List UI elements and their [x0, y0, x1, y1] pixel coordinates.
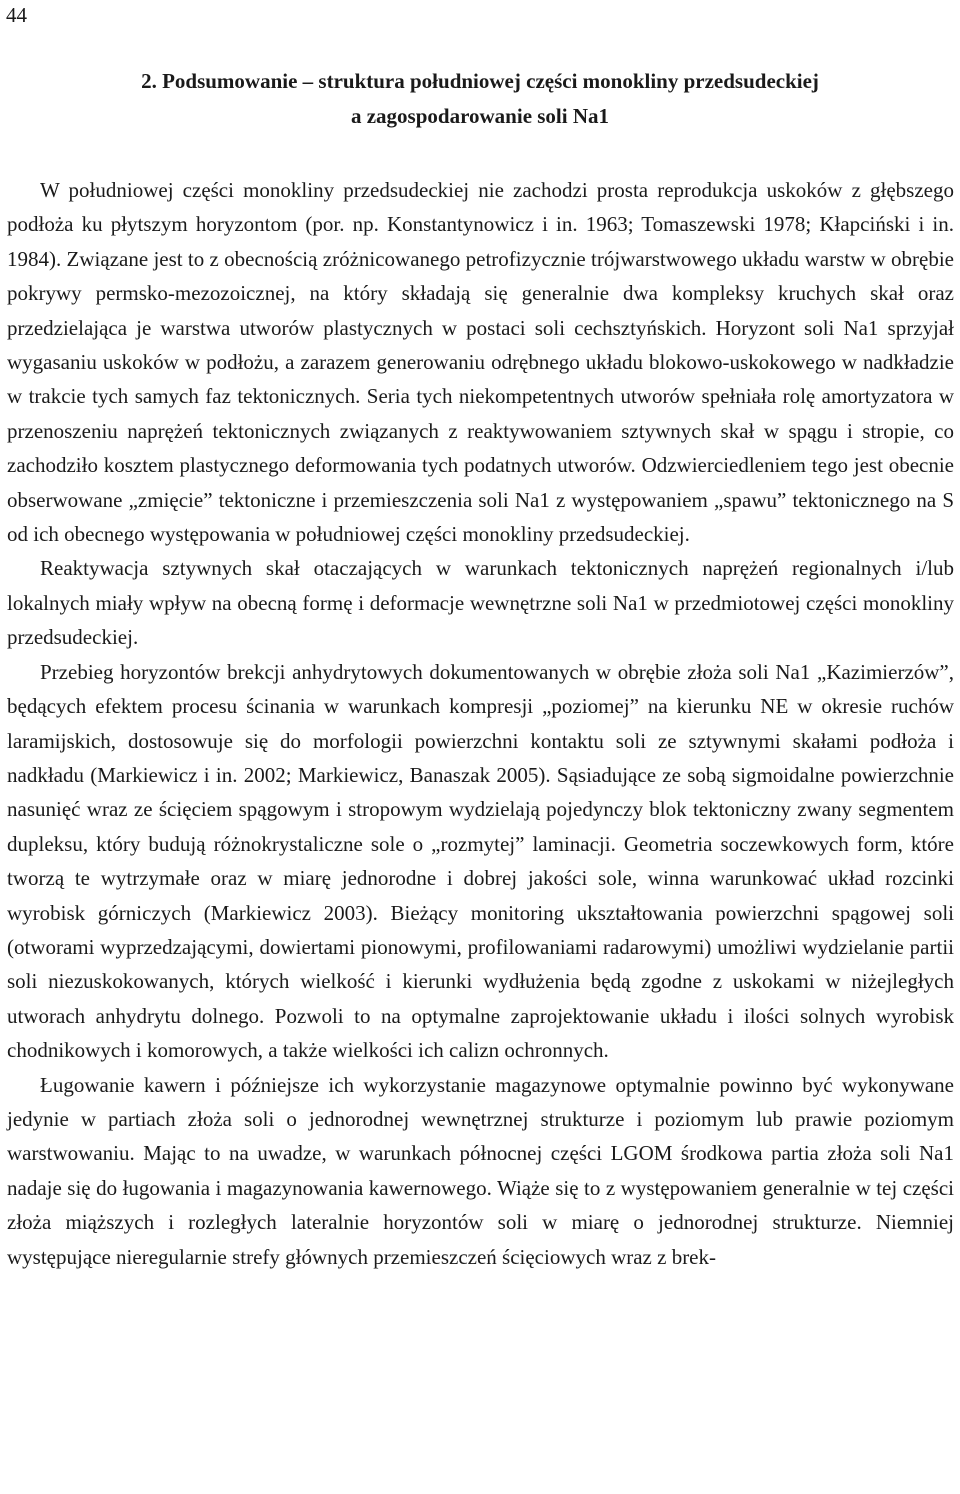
page-number: 44: [6, 3, 27, 27]
section-heading: [0, 64, 960, 134]
body-text: [7, 173, 954, 1274]
paragraph-2: Reaktywacja sztywnych skał otaczających w warunkach tektonicznych naprężeń regionalnych i/lub lokalnych miały wpływ na obecną formę i deformacje wewnętrzne soli Na1 w przedmiotowej części monokliny przedsudeckiej.: [7, 556, 954, 650]
section-heading-line-2: a zagospodarowanie soli Na1: [350, 104, 610, 128]
paragraph-1: W południowej części monokliny przedsudeckiej nie zachodzi prosta reprodukcja uskoków z głębszego podłoża ku płytszym horyzontom (por. np. Konstantynowicz i in. 1963; Tomaszewski 1978; Kłapciński i in. 1984). Związane jest to z obecnością zróżnicowanego petrofizycznie trójwarstwowego układu warstw w obrębie pokrywy permsko-mezozoicznej, na który składają się generalnie dwa kompleksy kruchych skał oraz przedzielająca je warstwa utworów plastycznych w postaci soli cechsztyńskich. Horyzont soli Na1 sprzyjał wygasaniu uskoków w podłożu, a zarazem generowaniu odrębnego układu blokowo-uskokowego w nadkładzie w trakcie tych samych faz tektonicznych. Seria tych niekompetentnych utworów spełniała rolę amortyzatora w przenoszeniu naprężeń tektonicznych związanych z reaktywowaniem sztywnych skał w spągu i stropie, co zachodziło kosztem plastycznego deformowania tych podatnych utworów. Odzwierciedleniem tego jest obecnie obserwowane „zmięcie” tektoniczne i przemieszczenia soli Na1 z występowaniem „spawu” tektonicznego na S od ich obecnego występowania w południowej części monokliny przedsudeckiej.: [7, 178, 954, 547]
section-heading-line-1: 2. Podsumowanie – struktura południowej części monokliny przedsudeckiej: [141, 69, 819, 93]
paragraph-4: Ługowanie kawern i późniejsze ich wykorzystanie magazynowe optymalnie powinno być wykonywane jedynie w partiach złoża soli o jednorodnej wewnętrznej strukturze i poziomym lub prawie poziomym warstwowaniu. Mając to na uwadze, w warunkach północnej części LGOM środkowa partia złoża soli Na1 nadaje się do ługowania i magazynowania kawernowego. Wiąże się to z występowaniem generalnie w tej części złoża miąższych i rozległych lateralnie horyzontów soli w miarę o jednorodnej strukturze. Niemniej występujące nieregularnie strefy głównych przemieszczeń ścięciowych wraz z brek-: [7, 1072, 954, 1269]
paragraph-3: Przebieg horyzontów brekcji anhydrytowych dokumentowanych w obrębie złoża soli Na1 „Kazimierzów”, będących efektem procesu ścinania w warunkach kompresji „poziomej” na kierunku NE w okresie ruchów laramijskich, dostosowuje się do morfologii powierzchni kontaktu soli ze sztywnymi skałami podłoża i nadkładu (Markiewicz i in. 2002; Markiewicz, Banaszak 2005). Sąsiadujące ze sobą sigmoidalne powierzchnie nasunięć wraz ze ścięciem spągowym i stropowym wydzielają pojedynczy blok tektoniczny zwany segmentem dupleksu, który budują różnokrystaliczne sole o „rozmytej” laminacji. Geometria soczewkowych form, które tworzą te wytrzymałe oraz w miarę jednorodne i dobrej jakości sole, winna warunkować układ rozcinki wyrobisk górniczych (Markiewicz 2003). Bieżący monitoring ukształtowania powierzchni spągowej soli (otworami wyprzedzającymi, dowiertami pionowymi, profilowaniami radarowymi) umożliwi wydzielanie partii soli niezuskokowanych, których wielkość i kierunki wydłużenia będą zgodne z uskokami w niżejległych utworach anhydrytu dolnego. Pozwoli to na optymalne zaprojektowanie układu i ilości solnych wyrobisk chodnikowych i komorowych, a także wielkości ich calizn ochronnych.: [7, 659, 954, 1063]
